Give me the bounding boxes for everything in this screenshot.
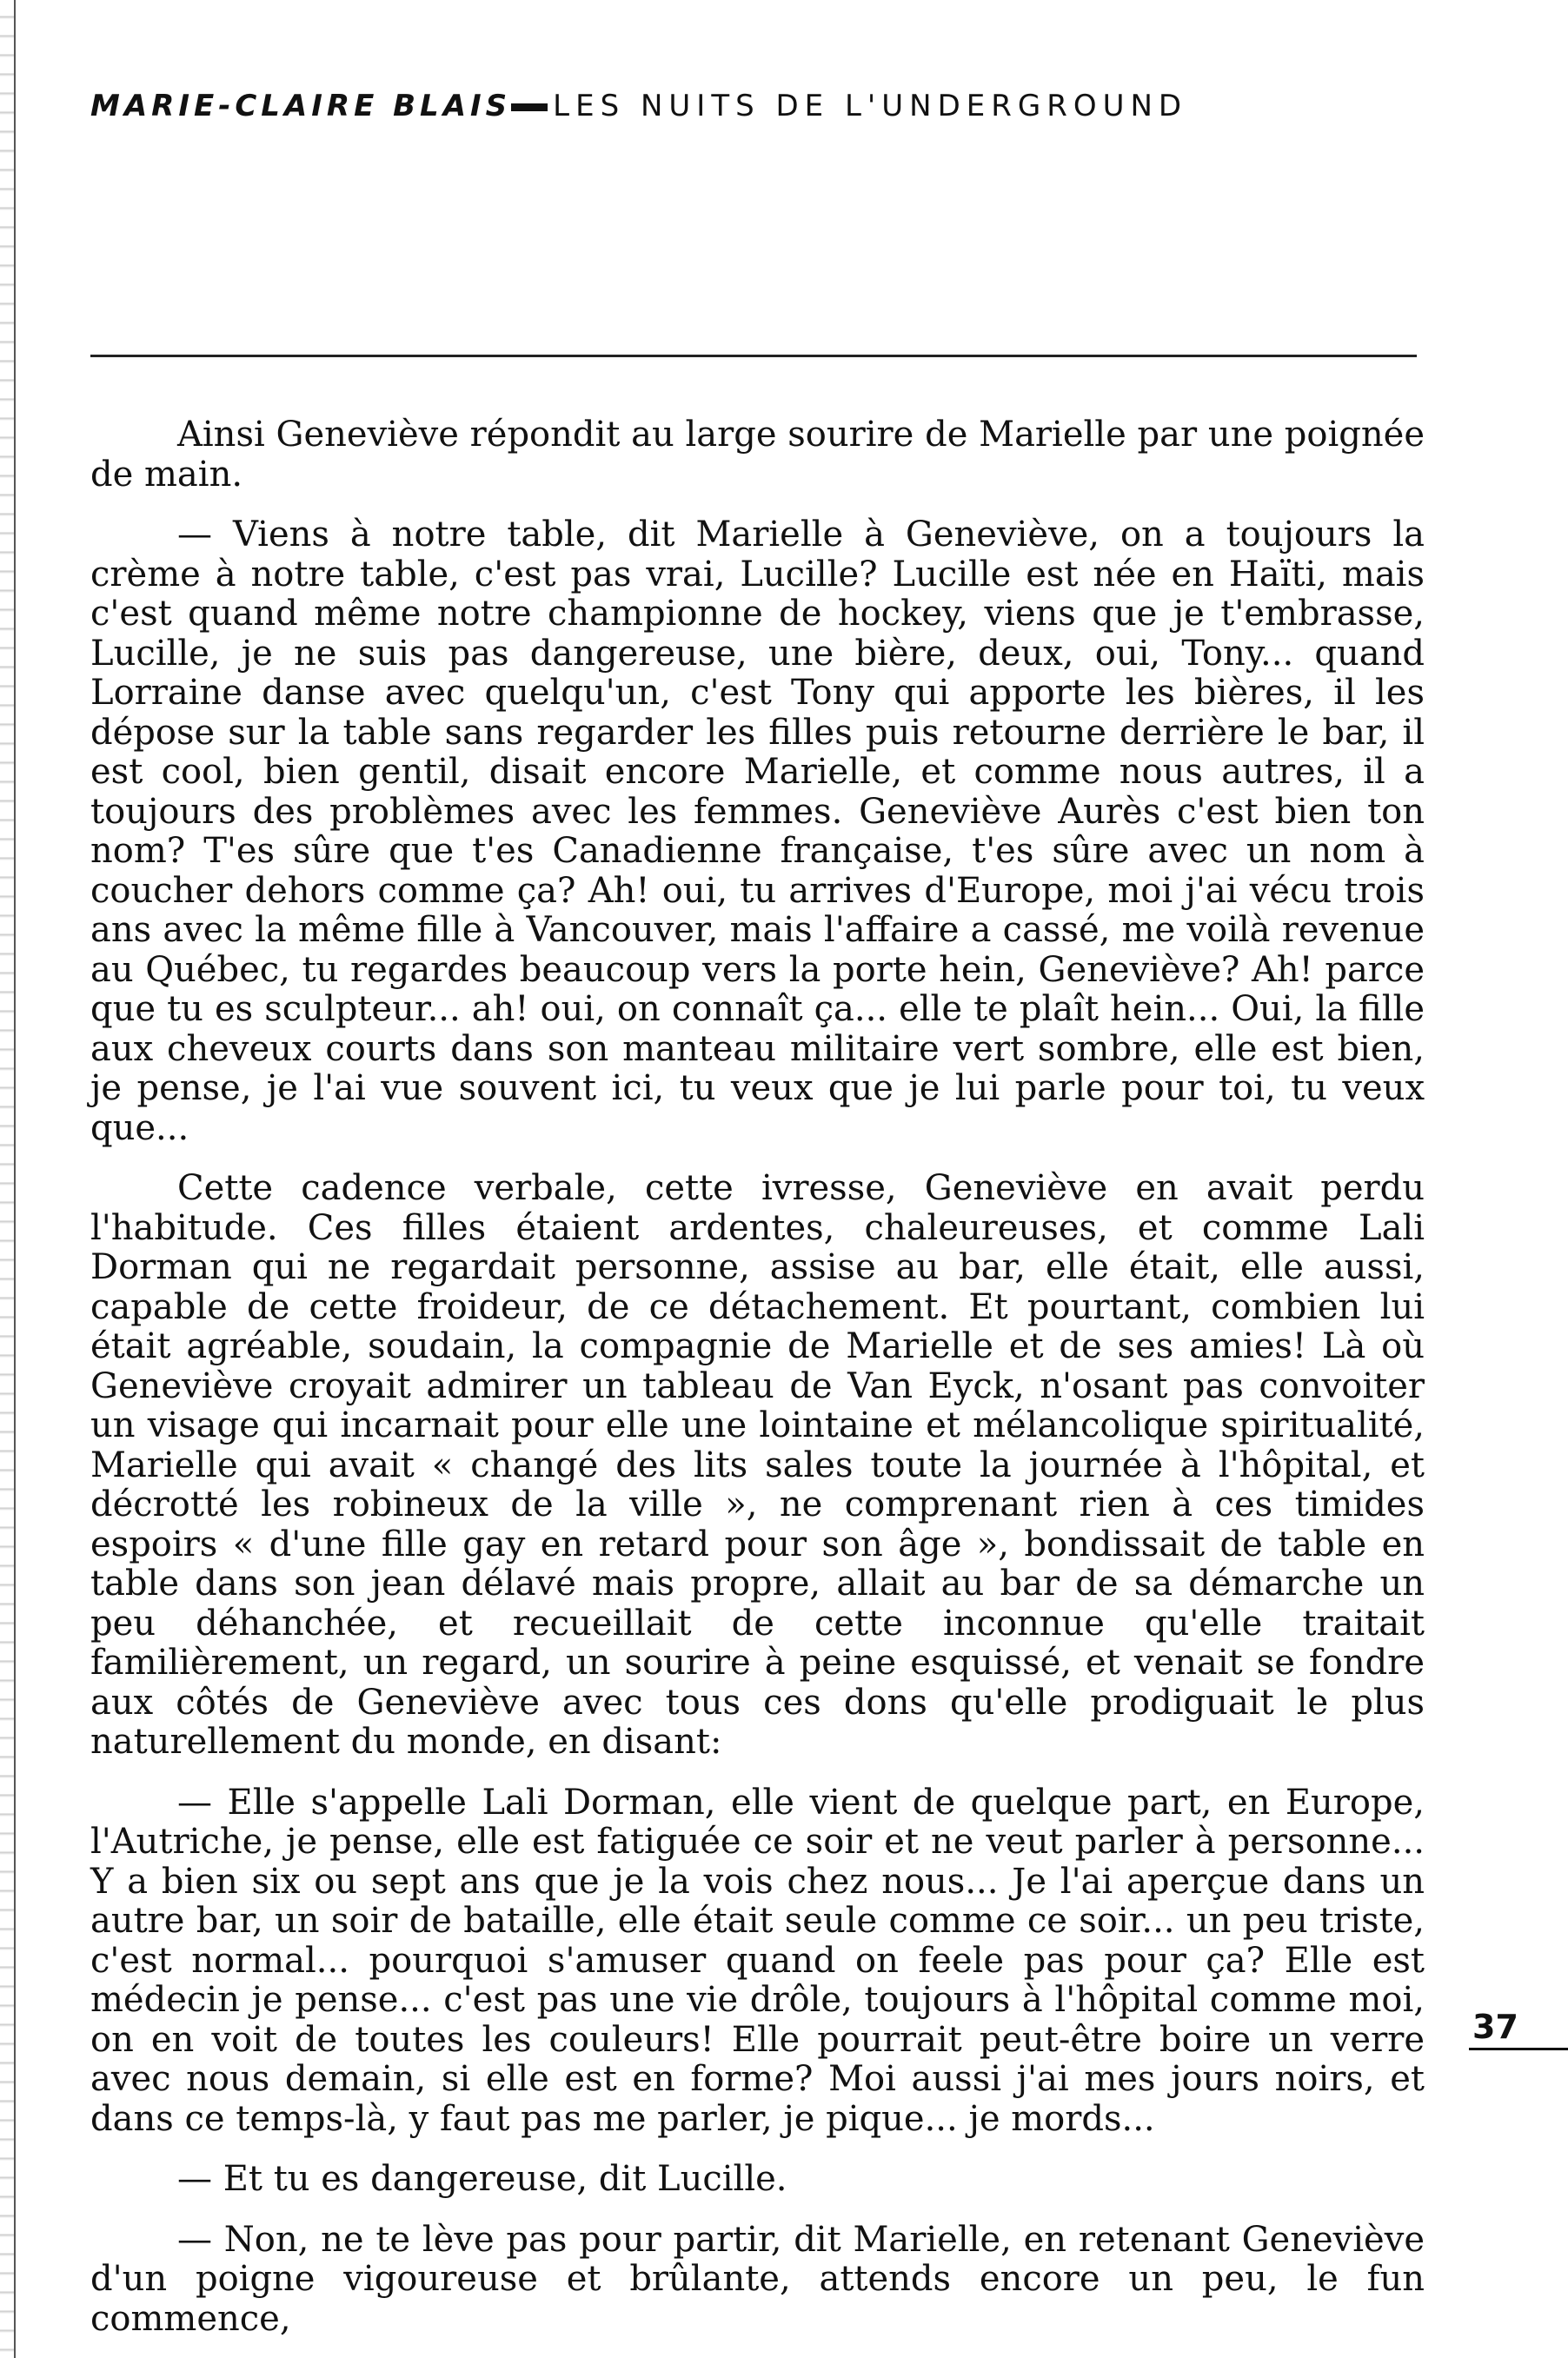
running-head-separator	[511, 103, 548, 111]
page-number: 37	[1472, 2008, 1518, 2046]
paragraph: Cette cadence verbale, cette ivresse, Geneviève en avait perdu l'habitude. Ces filles étaient ardentes, chaleureuses, et comme Lali Dorman qui ne regardait personne, assise au bar, elle était, elle aussi, capable de cette froideur, de ce détachement. Et pourtant, combien lui était agréable, soudain, la compagnie de Marielle et de ses amies! Là où Geneviève croyait admirer un tableau de Van Eyck, n'osant pas convoiter un visage qui incarnait pour elle une lointaine et mélancolique spiritualité, Marielle qui avait « changé des lits sales toute la journée à l'hôpital, et décrotté les robineux de la ville », ne comprenant rien à ces timides espoirs « d'une fille gay en retard pour son âge », bondissait de table en table dans son jean délavé mais propre, allait au bar de sa démarche un peu déhanchée, et recueillait de cette inconnue qu'elle traitait familièrement, un regard, un sourire à peine esquissé, et venait se fondre aux côtés de Geneviève avec tous ces dons qu'elle prodiguait le plus naturellement du monde, en disant:	[90, 1168, 1425, 1762]
paragraph: — Non, ne te lève pas pour partir, dit Marielle, en retenant Geneviève d'un poigne vigoureuse et brûlante, attends encore un peu, le fun commence,	[90, 2219, 1425, 2339]
paragraph: — Et tu es dangereuse, dit Lucille.	[177, 2159, 787, 2199]
header-rule	[90, 355, 1417, 357]
running-head	[90, 89, 1187, 123]
running-head-author: MARIE-CLAIRE BLAIS	[90, 89, 512, 123]
running-head-title: LES NUITS DE L'UNDERGROUND	[553, 89, 1188, 123]
body-text	[90, 415, 1425, 2339]
paragraph: Ainsi Geneviève répondit au large sourire de Marielle par une poignée de main.	[90, 415, 1425, 495]
paragraph: — Elle s'appelle Lali Dorman, elle vient de quelque part, en Europe, l'Autriche, je pense, elle est fatiguée ce soir et ne veut parler à personne... Y a bien six ou sept ans que je la vois chez nous... Je l'ai aperçue dans un autre bar, un soir de bataille, elle était seule comme ce soir... un peu triste, c'est normal... pourquoi s'amuser quand on feele pas pour ça? Elle est médecin je pense... c'est pas une vie drôle, toujours à l'hôpital comme moi, on en voit de toutes les couleurs! Elle pourrait peut-être boire un verre avec nous demain, si elle est en forme? Moi aussi j'ai mes jours noirs, et dans ce temps-là, y faut pas me parler, je pique... je mords...	[90, 1782, 1425, 2139]
page-number-rule	[1469, 2048, 1568, 2050]
scan-edge	[0, 0, 16, 2358]
paragraph: — Viens à notre table, dit Marielle à Geneviève, on a toujours la crème à notre table, c'est pas vrai, Lucille? Lucille est née en Haïti, mais c'est quand même notre championne de hockey, viens que je t'embrasse, Lucille, je ne suis pas dangereuse, une bière, deux, oui, Tony... quand Lorraine danse avec quelqu'un, c'est Tony qui apporte les bières, il les dépose sur la table sans regarder les filles puis retourne derrière le bar, il est cool, bien gentil, disait encore Marielle, et comme nous autres, il a toujours des problèmes avec les femmes. Geneviève Aurès c'est bien ton nom? T'es sûre que t'es Canadienne française, t'es sûre avec un nom à coucher dehors comme ça? Ah! oui, tu arrives d'Europe, moi j'ai vécu trois ans avec la même fille à Vancouver, mais l'affaire a cassé, me voilà revenue au Québec, tu regardes beaucoup vers la porte hein, Geneviève? Ah! parce que tu es sculpteur... ah! oui, on connaît ça... elle te plaît hein... Oui, la fille aux cheveux courts dans son manteau militaire vert sombre, elle est bien, je pense, je l'ai vue souvent ici, tu veux que je lui parle pour toi, tu veux que...	[90, 515, 1425, 1148]
